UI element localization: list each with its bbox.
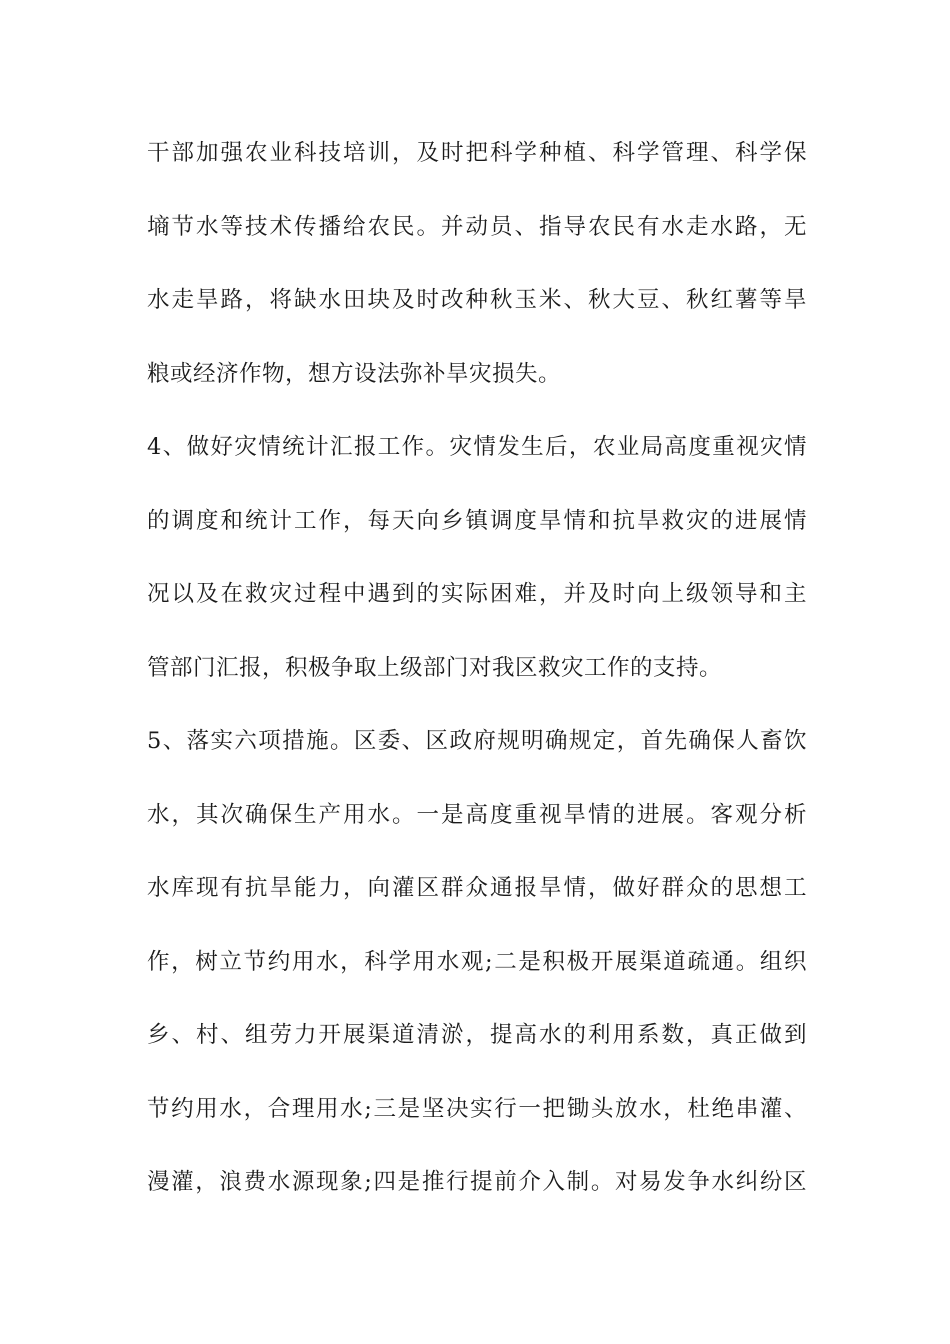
- text-line: 水，其次确保生产用水。一是高度重视旱情的进展。客观分析: [147, 801, 807, 828]
- text-line: 5、落实六项措施。区委、区政府规明确规定，首先确保人畜饮: [147, 728, 807, 754]
- text-line: 作，树立节约用水，科学用水观;二是积极开展渠道疏通。组织: [147, 948, 807, 975]
- text-line: 粮或经济作物，想方设法弥补旱灾损失。: [147, 360, 562, 387]
- text-line: 管部门汇报，积极争取上级部门对我区救灾工作的支持。: [147, 654, 723, 681]
- text-line: 4、做好灾情统计汇报工作。灾情发生后，农业局高度重视灾情: [147, 434, 807, 460]
- text-line: 干部加强农业科技培训，及时把科学种植、科学管理、科学保: [147, 140, 807, 166]
- text-line: 的调度和统计工作，每天向乡镇调度旱情和抗旱救灾的进展情: [147, 507, 807, 534]
- text-line: 漫灌，浪费水源现象;四是推行提前介入制。对易发争水纠纷区: [147, 1169, 807, 1195]
- text-line: 水走旱路，将缺水田块及时改种秋玉米、秋大豆、秋红薯等旱: [147, 287, 807, 313]
- text-line: 节约用水，合理用水;三是坚决实行一把锄头放水，杜绝串灌、: [147, 1095, 807, 1122]
- text-line: 水库现有抗旱能力，向灌区群众通报旱情，做好群众的思想工: [147, 875, 807, 901]
- text-line: 墒节水等技术传播给农民。并动员、指导农民有水走水路，无: [147, 213, 807, 240]
- text-line: 乡、村、组劳力开展渠道清淤，提高水的利用系数，真正做到: [147, 1022, 807, 1048]
- body-text: [147, 126, 807, 1229]
- text-line: 况以及在救灾过程中遇到的实际困难，并及时向上级领导和主: [147, 581, 807, 607]
